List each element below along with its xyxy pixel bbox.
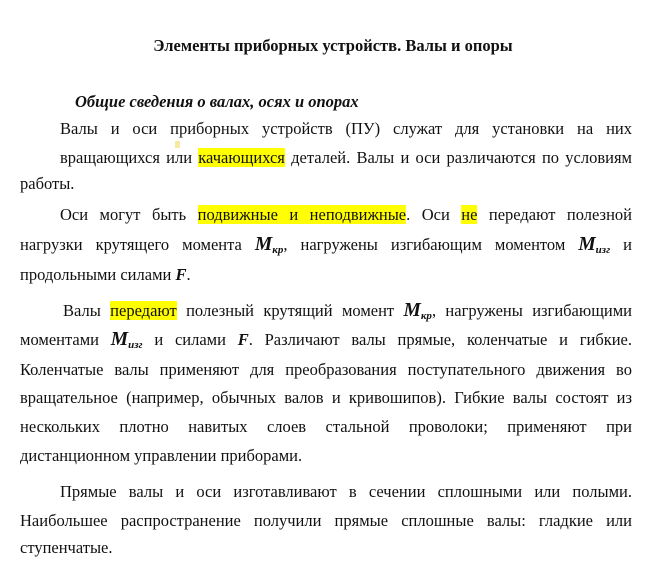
paragraph-1-line-1 [60, 116, 632, 142]
text-run: полезный крутящий момент [176, 301, 404, 320]
document-title: Элементы приборных устройств. Валы и опоры [153, 36, 513, 55]
text-run: Оси могут быть [60, 205, 198, 224]
text-run: продольными силами [20, 265, 176, 284]
force-symbol: F [175, 265, 187, 284]
paragraph-4-line-1 [60, 479, 632, 505]
text-run: моментами [20, 330, 111, 349]
text-run: нескольких плотно навитых слоев стальной проволоки; применяют при [20, 417, 632, 436]
highlighted-text: подвижные и неподвижные [197, 205, 407, 224]
text-run: , нагружены изгибающим моментом [283, 235, 579, 254]
highlighted-text: качающихся [198, 148, 285, 167]
paragraph-3-line-2 [20, 327, 632, 353]
paragraph-2-line-1 [60, 202, 632, 228]
text-run: . Оси [406, 205, 462, 224]
text-run: работы. [20, 174, 75, 193]
text-run: , нагружены изгибающими [431, 301, 632, 320]
paragraph-3-line-1 [63, 298, 632, 324]
paragraph-3-line-5 [20, 414, 632, 440]
text-run: ступенчатые. [20, 538, 113, 557]
text-run: Наибольшее распространение получили прямые сплошные валы: гладкие или [20, 511, 632, 530]
force-symbol: F [237, 330, 249, 349]
text-run: дистанционном управлении приборами. [20, 446, 303, 465]
highlighted-text: передают [110, 301, 177, 320]
text-run: и силами [142, 330, 238, 349]
moment-symbol: M [110, 329, 129, 350]
text-run: . [186, 265, 191, 284]
moment-subscript: кр [272, 244, 284, 256]
moment-subscript: кр [420, 310, 432, 322]
paragraph-4-line-2 [20, 508, 632, 534]
text-run: Прямые валы и оси изготавливают в сечении сплошными или полыми. [60, 482, 632, 501]
paragraph-2-line-2 [20, 232, 632, 258]
text-run: вращательное (например, обычных валов и кривошипов). Гибкие валы состоят из [20, 388, 632, 407]
section-heading: Общие сведения о валах, осях и опорах [75, 92, 359, 111]
moment-subscript: изг [595, 244, 611, 256]
text-run: нагрузки крутящего момента [20, 235, 255, 254]
text-run: Валы и оси приборных устройств (ПУ) служат для установки на них [60, 119, 632, 138]
text-run: и [610, 235, 633, 254]
text-run: Валы [63, 301, 111, 320]
text-run: . Различают валы прямые, коленчатые и гибкие. [248, 330, 633, 349]
paragraph-3-line-6 [20, 443, 632, 469]
paragraph-4-line-3 [20, 535, 632, 561]
paragraph-3-line-4 [20, 385, 632, 411]
highlighted-text: не [461, 205, 478, 224]
text-run: деталей. Валы и оси различаются по условиям [284, 148, 632, 167]
text-run: вращающихся или [60, 148, 199, 167]
text-run: Коленчатые валы применяют для преобразования поступательного движения во [20, 360, 632, 379]
paragraph-2-line-3 [20, 262, 632, 288]
paragraph-1-line-2 [60, 145, 632, 171]
moment-symbol: M [403, 300, 421, 321]
paragraph-1-line-3 [20, 171, 620, 197]
moment-subscript: изг [128, 339, 143, 351]
text-run: передают полезной [477, 205, 632, 224]
moment-symbol: M [254, 234, 273, 255]
moment-symbol: M [578, 234, 596, 255]
paragraph-3-line-3 [20, 357, 632, 383]
